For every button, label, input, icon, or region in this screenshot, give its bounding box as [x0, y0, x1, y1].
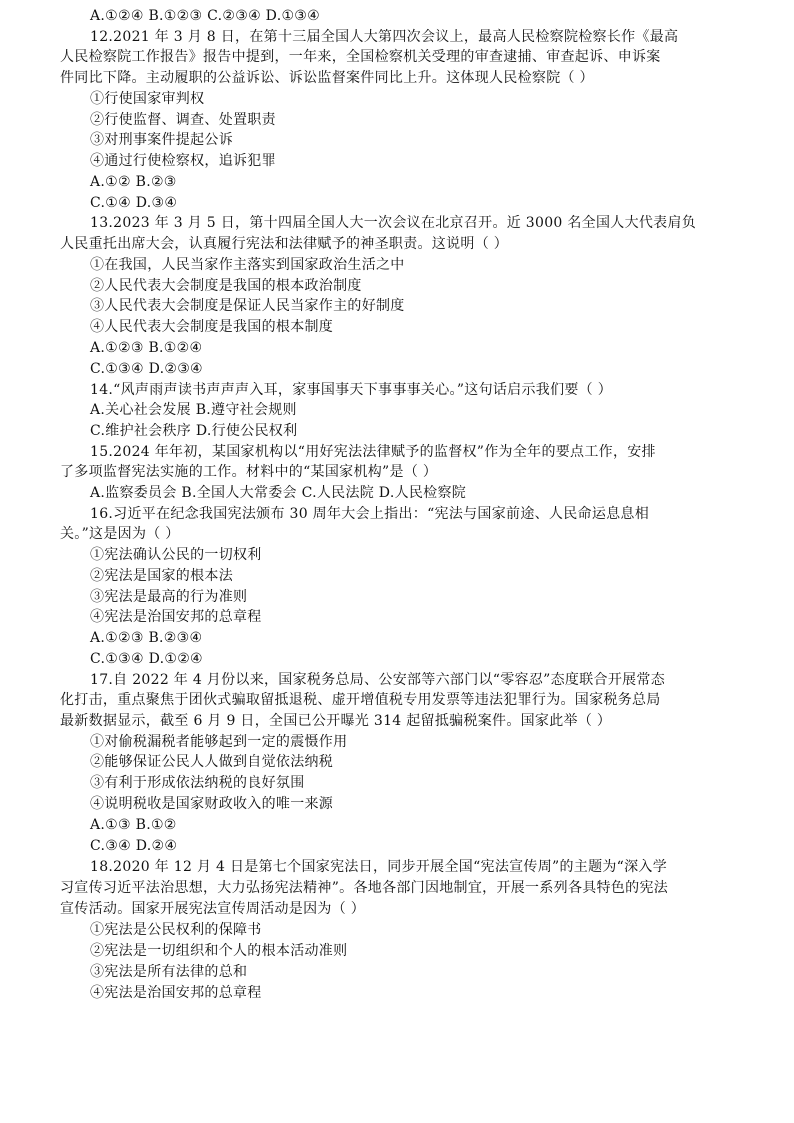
- q11-options: A.①②④ B.①②③ C.②③④ D.①③④: [90, 8, 320, 24]
- q12-stem: 12.2021 年 3 月 8 日，在第十三届全国人大第四次会议上，最高人民检察院检察长作《最高: [90, 29, 679, 45]
- q18-item: ②宪法是一切组织和个人的根本活动准则: [90, 943, 348, 959]
- q13-item: ③人民代表大会制度是保证人民当家作主的好制度: [90, 298, 405, 314]
- q17-options: C.③④ D.②④: [90, 838, 178, 854]
- q17-item: ②能够保证公民人人做到自觉依法纳税: [90, 754, 334, 770]
- q13-stem: 13.2023 年 3 月 5 日，第十四届全国人大一次会议在北京召开。近 3000 名全国人大代表肩负: [90, 215, 697, 231]
- q15-stem-cont: 了多项监督宪法实施的工作。材料中的“某国家机构”是（ ）: [60, 464, 438, 480]
- q17-item: ①对偷税漏税者能够起到一定的震慑作用: [90, 734, 348, 750]
- q16-options: C.①③④ D.①②④: [90, 651, 203, 667]
- q18-item: ③宪法是所有法律的总和: [90, 964, 248, 980]
- q18-stem-cont: 习宣传习近平法治思想，大力弘扬宪法精神”。各地各部门因地制宜，开展一系列各具特色的宪法: [60, 880, 669, 896]
- q13-options: A.①②③ B.①②④: [90, 340, 203, 356]
- q16-stem: 16.习近平在纪念我国宪法颁布 30 周年大会上指出：“宪法与国家前途、人民命运息息相: [90, 506, 650, 522]
- q12-item: ④通过行使检察权，追诉犯罪: [90, 153, 276, 169]
- q15-options: A.监察委员会 B.全国人大常委会 C.人民法院 D.人民检察院: [90, 485, 467, 501]
- q13-item: ④人民代表大会制度是我国的根本制度: [90, 319, 334, 335]
- q18-stem-cont: 宣传活动。国家开展宪法宣传周活动是因为（ ）: [60, 901, 366, 917]
- q16-options: A.①②③ B.②③④: [90, 630, 203, 646]
- q16-item: ③宪法是最高的行为准则: [90, 589, 248, 605]
- q12-stem-cont: 人民检察院工作报告》报告中提到，一年来，全国检察机关受理的审查逮捕、审查起诉、申诉案: [60, 49, 661, 65]
- q17-item: ④说明税收是国家财政收入的唯一来源: [90, 796, 334, 812]
- q17-item: ③有利于形成依法纳税的良好氛围: [90, 775, 305, 791]
- q13-options: C.①③④ D.②③④: [90, 361, 203, 377]
- q12-item: ②行使监督、调查、处置职责: [90, 112, 276, 128]
- q16-item: ②宪法是国家的根本法: [90, 568, 233, 584]
- q18-stem: 18.2020 年 12 月 4 日是第七个国家宪法日，同步开展全国“宪法宣传周”的主题为“深入学: [90, 859, 668, 875]
- q13-item: ①在我国，人民当家作主落实到国家政治生活之中: [90, 257, 405, 273]
- q16-item: ①宪法确认公民的一切权利: [90, 547, 262, 563]
- q17-options: A.①③ B.①②: [90, 817, 177, 833]
- q17-stem: 17.自 2022 年 4 月份以来，国家税务总局、公安部等六部门以“零容忍”态度联合开展常态: [90, 672, 666, 688]
- q12-stem-cont: 件同比下降。主动履职的公益诉讼、诉讼监督案件同比上升。这体现人民检察院（ ）: [60, 70, 594, 86]
- q13-item: ②人民代表大会制度是我国的根本政治制度: [90, 278, 362, 294]
- q14-options: C.维护社会秩序 D.行使公民权利: [90, 423, 298, 439]
- q14-stem: 14.“风声雨声读书声声声入耳，家事国事天下事事事关心。”这句话启示我们要（ ）: [90, 382, 613, 398]
- q12-options: A.①② B.②③: [90, 174, 177, 190]
- q14-options: A.关心社会发展 B.遵守社会规则: [90, 402, 297, 418]
- q17-stem-cont: 最新数据显示，截至 6 月 9 日，全国已公开曝光 314 起留抵骗税案件。国家此举（ ）: [60, 713, 612, 729]
- q15-stem: 15.2024 年年初，某国家机构以“用好宪法法律赋予的监督权”作为全年的要点工作，安排: [90, 444, 656, 460]
- q17-stem-cont: 化打击，重点聚焦于团伙式骗取留抵退税、虚开增值税专用发票等违法犯罪行为。国家税务总局: [60, 692, 661, 708]
- q18-item: ④宪法是治国安邦的总章程: [90, 985, 262, 1001]
- q12-options: C.①④ D.③④: [90, 195, 178, 211]
- q12-item: ③对刑事案件提起公诉: [90, 132, 233, 148]
- q18-item: ①宪法是公民权利的保障书: [90, 922, 262, 938]
- q16-stem-cont: 关。”这是因为（ ）: [60, 526, 180, 542]
- q16-item: ④宪法是治国安邦的总章程: [90, 609, 262, 625]
- q12-item: ①行使国家审判权: [90, 91, 205, 107]
- q13-stem-cont: 人民重托出席大会，认真履行宪法和法律赋予的神圣职责。这说明（ ）: [60, 236, 509, 252]
